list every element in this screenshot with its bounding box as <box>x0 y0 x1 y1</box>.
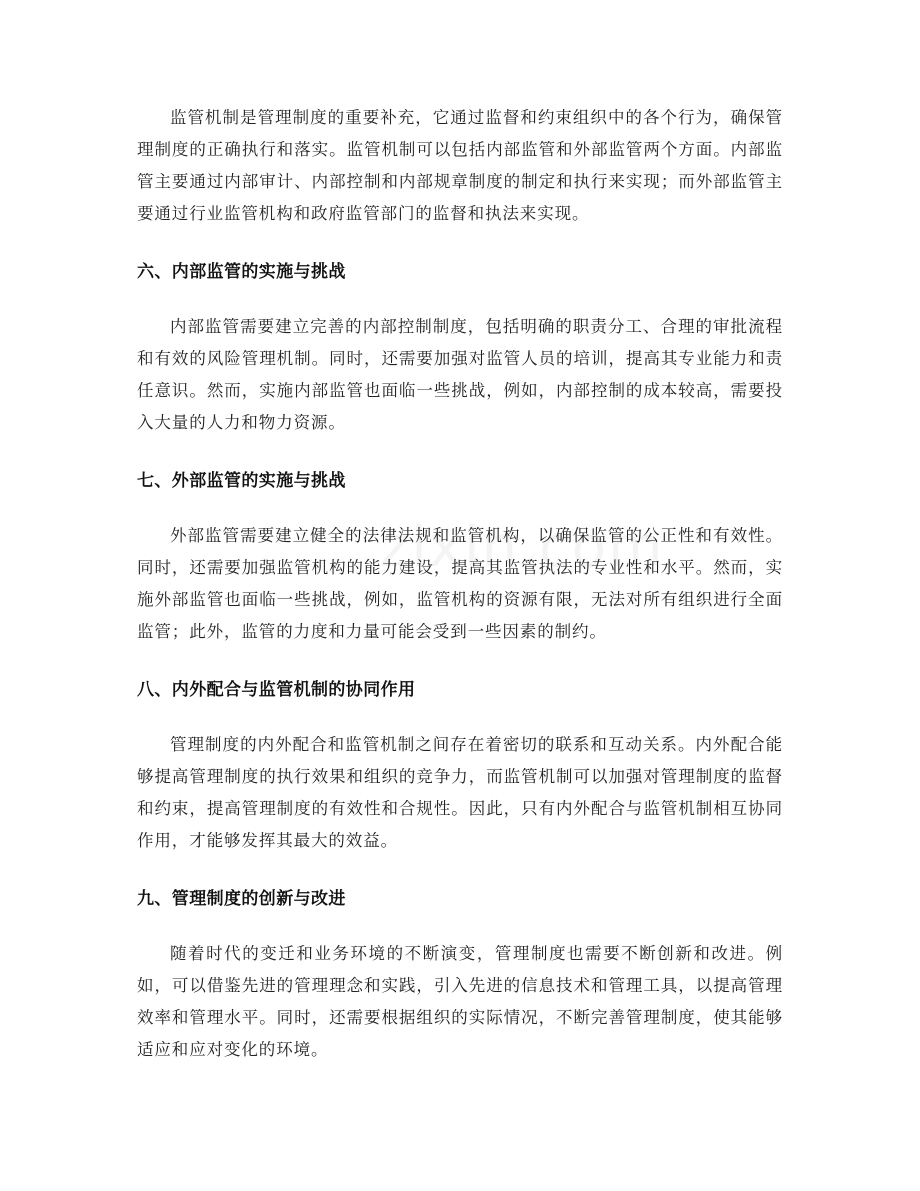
section-heading-8: 八、内外配合与监管机制的协同作用 <box>137 680 416 700</box>
section-paragraph-6: 内部监管需要建立完善的内部控制制度，包括明确的职责分工、合理的审批流程和有效的风险管理机制。同时，还需要加强对监管人员的培训，提高其专业能力和责任意识。然而，实施内部监管也面临一些挑战，例如，内部控制的成本较高，需要投入大量的人力和物力资源。 <box>137 317 783 432</box>
intro-paragraph: 监管机制是管理制度的重要补充，它通过监督和约束组织中的各个行为，确保管理制度的正确执行和落实。监管机制可以包括内部监管和外部监管两个方面。内部监管主要通过内部审计、内部控制和内部规章制度的制定和执行来实现；而外部监管主要通过行业监管机构和政府监管部门的监督和执法来实现。 <box>137 108 783 223</box>
section-heading-6: 六、内部监管的实施与挑战 <box>137 262 346 282</box>
section-paragraph-8: 管理制度的内外配合和监管机制之间存在着密切的联系和互动关系。内外配合能够提高管理制度的执行效果和组织的竞争力，而监管机制可以加强对管理制度的监督和约束，提高管理制度的有效性和合规性。因此，只有内外配合与监管机制相互协同作用，才能够发挥其最大的效益。 <box>137 735 783 850</box>
section-heading-9: 九、管理制度的创新与改进 <box>137 889 346 909</box>
section-heading-7: 七、外部监管的实施与挑战 <box>137 471 346 491</box>
section-paragraph-9: 随着时代的变迁和业务环境的不断演变，管理制度也需要不断创新和改进。例如，可以借鉴先进的管理理念和实践，引入先进的信息技术和管理工具，以提高管理效率和管理水平。同时，还需要根据组织的实际情况，不断完善管理制度，使其能够适应和应对变化的环境。 <box>137 944 783 1059</box>
document-page <box>137 102 783 1066</box>
section-paragraph-7: 外部监管需要建立健全的法律法规和监管机构，以确保监管的公正性和有效性。同时，还需要加强监管机构的能力建设，提高其监管执法的专业性和水平。然而，实施外部监管也面临一些挑战，例如，监管机构的资源有限，无法对所有组织进行全面监管；此外，监管的力度和力量可能会受到一些因素的制约。 <box>137 526 783 641</box>
